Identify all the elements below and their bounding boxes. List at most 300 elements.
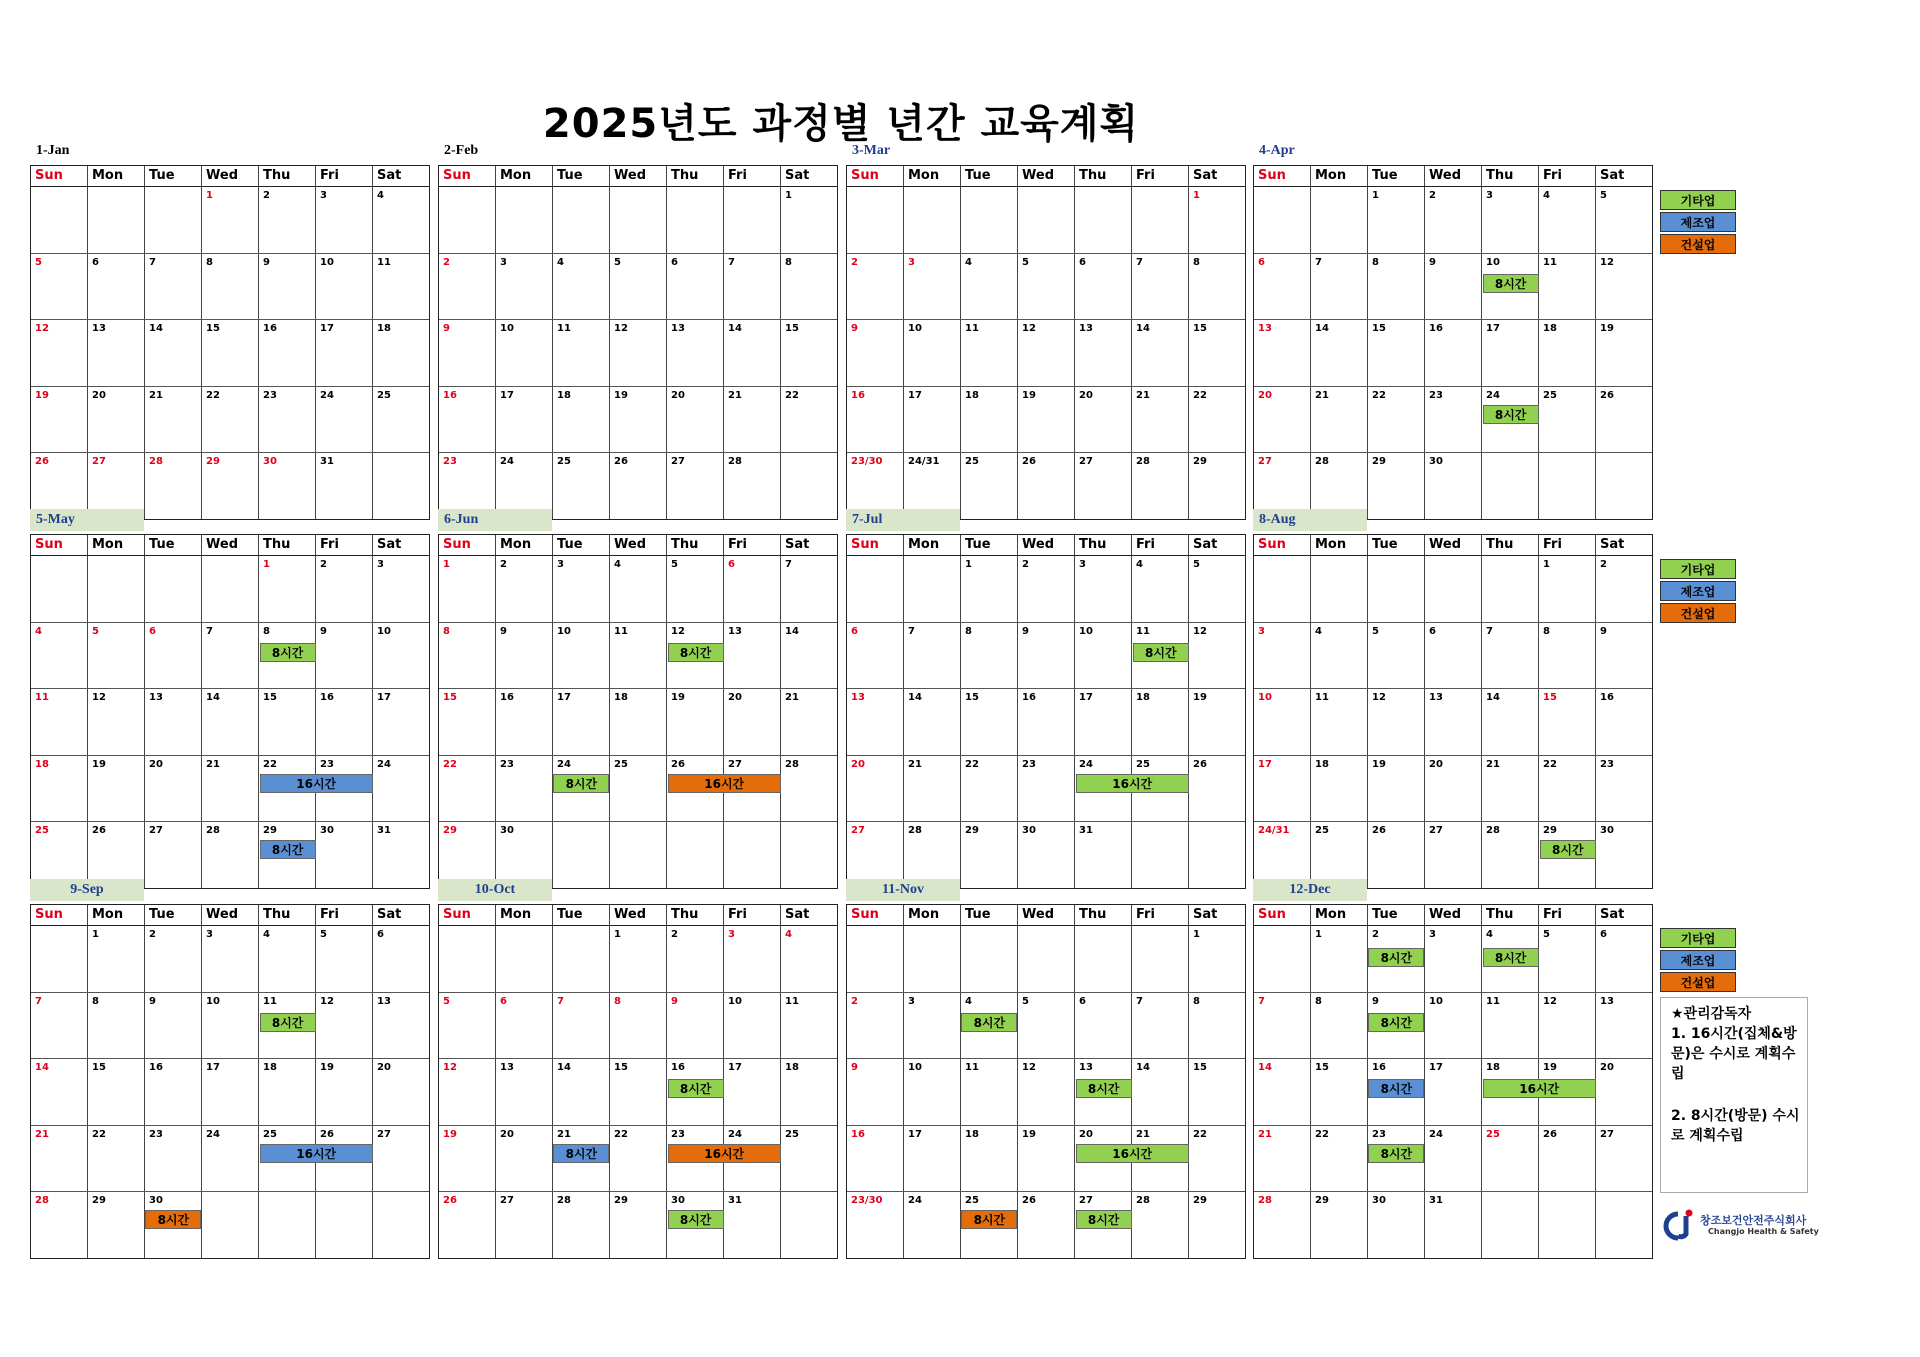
day-cell: 1	[88, 926, 145, 992]
weekday-header	[847, 905, 1245, 926]
day-cell: 5	[316, 926, 373, 992]
week-row	[847, 1059, 1245, 1126]
week-row	[439, 689, 837, 756]
day-cell: 24	[1425, 1126, 1482, 1192]
weekday-label: Tue	[553, 535, 610, 555]
day-cell: 13	[1254, 320, 1311, 386]
day-cell: 15	[785, 323, 799, 334]
day-cell: 4	[31, 623, 88, 689]
day-cell: 2	[145, 926, 202, 992]
day-cell: 11	[1482, 993, 1539, 1059]
day-cell: 13	[145, 689, 202, 755]
month-label: 5-May	[30, 509, 144, 531]
day-cell: 22	[88, 1126, 145, 1192]
weekday-label: Tue	[145, 166, 202, 186]
day-cell: 6	[667, 254, 724, 320]
day-cell: 18	[1539, 320, 1596, 386]
day-cell: 27	[724, 756, 781, 822]
weekday-label: Thu	[667, 535, 724, 555]
training-event-other-industry: 8시간	[1076, 1210, 1132, 1229]
training-event-manufacturing: 8시간	[553, 1144, 609, 1163]
day-cell	[1482, 556, 1539, 622]
day-cell: 18	[610, 689, 667, 755]
week-row	[31, 623, 429, 690]
day-cell	[1254, 187, 1311, 253]
day-cell: 12	[1018, 1059, 1075, 1125]
day-cell: 13	[496, 1059, 553, 1125]
day-cell: 13	[667, 320, 724, 386]
day-cell: 27	[496, 1192, 553, 1258]
day-cell: 8	[1193, 995, 1200, 1007]
day-cell: 26	[610, 453, 667, 519]
day-cell	[781, 1192, 837, 1258]
day-cell: 4	[377, 190, 384, 201]
training-event-other-industry: 8시간	[668, 643, 724, 662]
day-cell: 20	[145, 756, 202, 822]
day-cell: 10	[377, 625, 391, 637]
day-cell: 28	[202, 822, 259, 888]
day-cell: 9	[145, 993, 202, 1059]
day-cell: 21	[553, 1126, 610, 1192]
day-cell: 23	[316, 756, 373, 822]
weekday-label: Mon	[1311, 905, 1368, 925]
day-cell: 20	[377, 1062, 391, 1073]
day-cell: 12	[88, 689, 145, 755]
day-cell: 13	[1600, 995, 1614, 1007]
week-row	[31, 556, 429, 623]
weekday-label: Sun	[1254, 166, 1311, 186]
day-cell: 8	[88, 993, 145, 1059]
day-cell: 3	[496, 254, 553, 320]
day-cell: 23/30	[847, 1192, 904, 1258]
day-cell: 19	[439, 1126, 496, 1192]
day-cell	[847, 187, 904, 253]
note-heading: ★관리감독자	[1671, 1006, 1752, 1022]
month-grid	[846, 904, 1246, 1259]
day-cell: 3	[904, 254, 961, 320]
day-cell: 17	[904, 1126, 961, 1192]
weekday-label: Mon	[88, 905, 145, 925]
week-row	[31, 689, 429, 756]
day-cell: 28	[724, 453, 781, 519]
day-cell: 7	[31, 993, 88, 1059]
day-cell: 20	[1254, 387, 1311, 453]
day-cell	[496, 926, 553, 992]
day-cell: 19	[610, 387, 667, 453]
day-cell: 1	[202, 187, 259, 253]
week-row	[31, 1192, 429, 1258]
cj-logo-icon	[1660, 1206, 1700, 1246]
day-cell: 20	[496, 1126, 553, 1192]
day-cell: 4	[259, 926, 316, 992]
day-cell: 22	[202, 387, 259, 453]
day-cell	[1311, 187, 1368, 253]
day-cell: 1	[1193, 929, 1200, 940]
training-event-other-industry: 16시간	[1483, 1079, 1596, 1098]
day-cell: 17	[496, 387, 553, 453]
day-cell: 4	[1311, 623, 1368, 689]
day-cell: 8	[202, 254, 259, 320]
weekday-label: Mon	[496, 905, 553, 925]
day-cell: 6	[1075, 254, 1132, 320]
day-cell: 11	[377, 256, 391, 268]
day-cell: 29	[1539, 822, 1596, 888]
weekday-header	[847, 535, 1245, 556]
weekday-label: Thu	[259, 166, 316, 186]
month-label: 12-Dec	[1253, 879, 1367, 901]
training-event-manufacturing: 8시간	[1368, 1079, 1424, 1098]
weekday-label: Fri	[316, 905, 373, 925]
legend-item-manufacturing: 제조업	[1660, 581, 1736, 601]
day-cell: 16	[439, 387, 496, 453]
day-cell: 28	[904, 822, 961, 888]
logo-company-name: 창조보건안전주식회사	[1700, 1214, 1807, 1227]
day-cell: 8	[259, 623, 316, 689]
day-cell	[961, 187, 1018, 253]
day-cell: 14	[904, 689, 961, 755]
day-cell: 17	[1482, 320, 1539, 386]
training-event-other-industry: 8시간	[961, 1013, 1017, 1032]
day-cell: 2	[1018, 556, 1075, 622]
month-label: 10-Oct	[438, 879, 552, 901]
day-cell: 4	[785, 929, 792, 940]
day-cell: 4	[610, 556, 667, 622]
day-cell	[439, 187, 496, 253]
weekday-label: Mon	[88, 166, 145, 186]
week-row	[439, 1059, 837, 1126]
day-cell: 19	[1368, 756, 1425, 822]
day-cell: 5	[667, 556, 724, 622]
day-cell: 11	[610, 623, 667, 689]
day-cell: 31	[316, 453, 373, 519]
day-cell: 6	[377, 929, 384, 940]
day-cell	[781, 453, 837, 519]
day-cell: 29	[1193, 456, 1207, 467]
day-cell: 23	[1368, 1126, 1425, 1192]
day-cell: 1	[1311, 926, 1368, 992]
day-cell: 21	[1132, 1126, 1189, 1192]
day-cell: 11	[961, 1059, 1018, 1125]
day-cell: 2	[316, 556, 373, 622]
day-cell: 30	[1425, 453, 1482, 519]
day-cell: 19	[31, 387, 88, 453]
day-cell: 15	[202, 320, 259, 386]
day-cell: 21	[724, 387, 781, 453]
day-cell: 27	[1075, 1192, 1132, 1258]
week-row	[31, 254, 429, 321]
weekday-label: Tue	[1368, 166, 1425, 186]
week-row	[439, 556, 837, 623]
day-cell: 31	[377, 825, 391, 836]
week-row	[847, 822, 1245, 888]
day-cell: 31	[1425, 1192, 1482, 1258]
day-cell: 21	[1132, 387, 1189, 453]
day-cell: 26	[1018, 453, 1075, 519]
day-cell: 29	[259, 822, 316, 888]
weekday-label: Wed	[202, 535, 259, 555]
training-event-other-industry: 8시간	[1076, 1079, 1132, 1098]
day-cell: 18	[259, 1059, 316, 1125]
day-cell	[1075, 926, 1132, 992]
day-cell: 24	[904, 1192, 961, 1258]
day-cell: 26	[31, 453, 88, 519]
weekday-label: Sun	[31, 166, 88, 186]
day-cell: 25	[377, 389, 391, 401]
day-cell	[1311, 556, 1368, 622]
day-cell: 7	[904, 623, 961, 689]
day-cell: 14	[1132, 320, 1189, 386]
day-cell	[1425, 556, 1482, 622]
day-cell: 30	[259, 453, 316, 519]
day-cell: 30	[1018, 822, 1075, 888]
day-cell	[1596, 1192, 1652, 1258]
legend-item-construction: 건설업	[1660, 234, 1736, 254]
day-cell: 6	[1075, 993, 1132, 1059]
weekday-label: Fri	[1132, 905, 1189, 925]
training-event-other-industry: 8시간	[1368, 1013, 1424, 1032]
day-cell: 16	[667, 1059, 724, 1125]
day-cell: 19	[88, 756, 145, 822]
day-cell: 30	[1600, 825, 1614, 836]
day-cell	[202, 556, 259, 622]
month-grid	[1253, 534, 1653, 889]
day-cell: 11	[31, 689, 88, 755]
day-cell	[1539, 453, 1596, 519]
day-cell: 9	[847, 320, 904, 386]
day-cell: 19	[667, 689, 724, 755]
training-event-other-industry: 8시간	[1483, 405, 1539, 424]
weekday-header	[439, 905, 837, 926]
day-cell	[961, 926, 1018, 992]
weekday-label: Wed	[1018, 166, 1075, 186]
day-cell: 14	[145, 320, 202, 386]
day-cell: 23	[1425, 387, 1482, 453]
day-cell: 8	[785, 256, 792, 268]
day-cell: 27	[88, 453, 145, 519]
day-cell: 4	[1132, 556, 1189, 622]
month-grid	[30, 165, 430, 520]
day-cell: 1	[1193, 190, 1200, 201]
day-cell: 15	[1539, 689, 1596, 755]
day-cell: 12	[31, 320, 88, 386]
weekday-label: Sun	[1254, 905, 1311, 925]
day-cell: 9	[1600, 625, 1607, 637]
weekday-header	[1254, 535, 1652, 556]
day-cell	[724, 822, 781, 888]
month-label: 1-Jan	[36, 143, 70, 158]
day-cell	[1018, 926, 1075, 992]
day-cell: 7	[553, 993, 610, 1059]
day-cell: 19	[316, 1059, 373, 1125]
day-cell: 24/31	[904, 453, 961, 519]
day-cell: 5	[610, 254, 667, 320]
day-cell	[1482, 453, 1539, 519]
weekday-label: Sat	[1193, 537, 1218, 552]
day-cell	[31, 926, 88, 992]
day-cell	[496, 187, 553, 253]
weekday-label: Wed	[1425, 535, 1482, 555]
day-cell: 22	[1539, 756, 1596, 822]
day-cell: 18	[961, 387, 1018, 453]
week-row	[31, 187, 429, 254]
day-cell: 12	[610, 320, 667, 386]
day-cell: 17	[1075, 689, 1132, 755]
day-cell: 28	[1254, 1192, 1311, 1258]
day-cell: 3	[904, 993, 961, 1059]
week-row	[31, 822, 429, 888]
day-cell: 5	[439, 993, 496, 1059]
day-cell: 27	[1254, 453, 1311, 519]
day-cell: 27	[377, 1128, 391, 1140]
weekday-label: Thu	[1482, 535, 1539, 555]
day-cell: 26	[1600, 389, 1614, 401]
weekday-label: Sun	[847, 535, 904, 555]
day-cell: 28	[553, 1192, 610, 1258]
week-row	[847, 689, 1245, 756]
day-cell: 3	[553, 556, 610, 622]
note-item-2: 2. 8시간(방문) 수시로 계획수립	[1671, 1108, 1800, 1144]
weekday-label: Tue	[553, 166, 610, 186]
week-row	[31, 387, 429, 454]
day-cell: 12	[1600, 256, 1614, 268]
weekday-header	[439, 535, 837, 556]
day-cell: 31	[724, 1192, 781, 1258]
day-cell: 31	[1075, 822, 1132, 888]
week-row	[439, 822, 837, 888]
weekday-label: Sat	[377, 537, 402, 552]
day-cell: 14	[1482, 689, 1539, 755]
day-cell: 12	[1539, 993, 1596, 1059]
day-cell: 21	[904, 756, 961, 822]
weekday-label: Sat	[377, 168, 402, 183]
weekday-label: Mon	[904, 535, 961, 555]
weekday-label: Fri	[1132, 166, 1189, 186]
day-cell: 13	[377, 995, 391, 1007]
day-cell	[667, 822, 724, 888]
day-cell: 26	[439, 1192, 496, 1258]
day-cell: 18	[31, 756, 88, 822]
day-cell: 22	[439, 756, 496, 822]
weekday-label: Mon	[88, 535, 145, 555]
day-cell: 3	[1425, 926, 1482, 992]
weekday-label: Tue	[1368, 905, 1425, 925]
day-cell: 17	[1254, 756, 1311, 822]
day-cell: 28	[785, 758, 799, 770]
day-cell: 25	[1539, 387, 1596, 453]
weekday-label: Thu	[1075, 905, 1132, 925]
day-cell	[88, 556, 145, 622]
day-cell: 25	[1482, 1126, 1539, 1192]
day-cell: 26	[1539, 1126, 1596, 1192]
weekday-label: Mon	[904, 905, 961, 925]
day-cell: 7	[1132, 993, 1189, 1059]
day-cell: 17	[724, 1059, 781, 1125]
day-cell: 12	[667, 623, 724, 689]
day-cell: 29	[1193, 1195, 1207, 1206]
day-cell: 25	[1311, 822, 1368, 888]
day-cell: 29	[88, 1192, 145, 1258]
day-cell: 19	[1600, 323, 1614, 334]
day-cell: 24	[1482, 387, 1539, 453]
day-cell: 12	[439, 1059, 496, 1125]
day-cell: 27	[847, 822, 904, 888]
day-cell	[145, 556, 202, 622]
weekday-label: Sun	[439, 166, 496, 186]
day-cell: 2	[439, 254, 496, 320]
day-cell: 9	[1018, 623, 1075, 689]
day-cell: 28	[1482, 822, 1539, 888]
day-cell: 20	[1600, 1062, 1614, 1073]
day-cell: 21	[1311, 387, 1368, 453]
day-cell: 17	[377, 692, 391, 703]
day-cell: 6	[1254, 254, 1311, 320]
day-cell: 1	[1368, 187, 1425, 253]
week-row	[31, 320, 429, 387]
weekday-label: Thu	[259, 905, 316, 925]
day-cell: 20	[667, 387, 724, 453]
day-cell: 16	[316, 689, 373, 755]
day-cell: 24	[202, 1126, 259, 1192]
day-cell: 7	[1311, 254, 1368, 320]
day-cell: 25	[961, 1192, 1018, 1258]
day-cell: 21	[31, 1126, 88, 1192]
training-event-manufacturing: 16시간	[260, 1144, 373, 1163]
day-cell	[439, 926, 496, 992]
day-cell: 28	[1132, 1192, 1189, 1258]
day-cell: 10	[724, 993, 781, 1059]
day-cell	[373, 453, 429, 519]
day-cell: 29	[202, 453, 259, 519]
weekday-label: Wed	[202, 905, 259, 925]
day-cell: 2	[1425, 187, 1482, 253]
day-cell: 13	[88, 320, 145, 386]
day-cell: 24	[377, 758, 391, 770]
weekday-label: Sat	[785, 907, 810, 922]
day-cell: 19	[1018, 387, 1075, 453]
day-cell: 8	[610, 993, 667, 1059]
week-row	[1254, 756, 1652, 823]
day-cell: 2	[847, 254, 904, 320]
day-cell: 24	[496, 453, 553, 519]
day-cell: 21	[1254, 1126, 1311, 1192]
day-cell: 13	[847, 689, 904, 755]
weekday-header	[1254, 166, 1652, 187]
training-event-other-industry: 16시간	[1076, 774, 1189, 793]
training-event-other-industry: 16시간	[1076, 1144, 1189, 1163]
month-label: 7-Jul	[846, 509, 960, 531]
day-cell: 15	[1311, 1059, 1368, 1125]
weekday-label: Fri	[724, 535, 781, 555]
weekday-header	[1254, 905, 1652, 926]
weekday-header	[439, 166, 837, 187]
weekday-label: Thu	[1482, 166, 1539, 186]
day-cell: 4	[553, 254, 610, 320]
weekday-label: Mon	[1311, 166, 1368, 186]
legend-item-manufacturing: 제조업	[1660, 212, 1736, 232]
day-cell: 17	[1425, 1059, 1482, 1125]
day-cell: 23	[1018, 756, 1075, 822]
day-cell	[1254, 556, 1311, 622]
day-cell: 12	[1018, 320, 1075, 386]
day-cell: 9	[847, 1059, 904, 1125]
day-cell: 5	[1018, 993, 1075, 1059]
training-event-manufacturing: 8시간	[260, 840, 316, 859]
month-label: 2-Feb	[444, 143, 479, 158]
weekday-label: Sat	[1600, 907, 1625, 922]
day-cell	[316, 1192, 373, 1258]
day-cell: 8	[1539, 623, 1596, 689]
day-cell: 23/30	[847, 453, 904, 519]
